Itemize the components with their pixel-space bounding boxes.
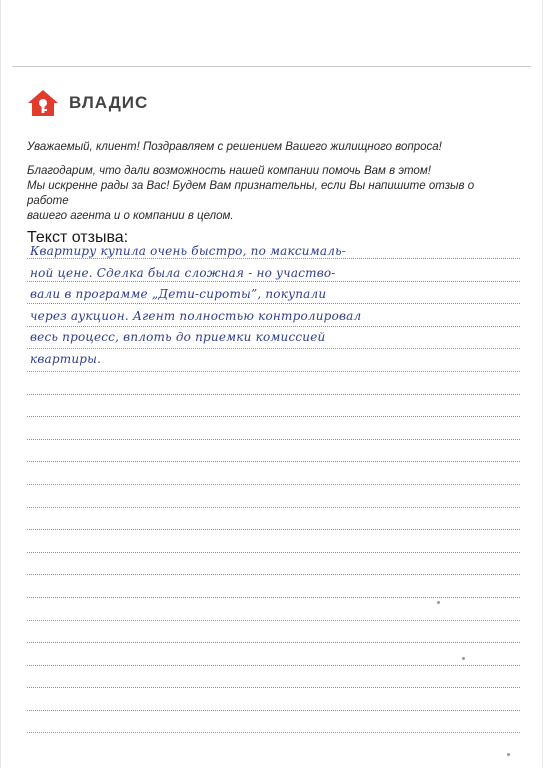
brand-name: ВЛАДИС	[69, 93, 149, 112]
handwritten-line: квартиры.	[30, 351, 102, 366]
ruled-line	[27, 597, 520, 598]
scan-speck	[507, 753, 510, 756]
ruled-line	[27, 710, 520, 711]
ruled-line	[27, 461, 520, 462]
ruled-line	[27, 732, 520, 733]
ruled-line	[27, 665, 520, 666]
top-divider	[12, 66, 531, 67]
review-title: Текст отзыва:	[27, 229, 129, 246]
thanks-text-3: вашего агента и о компании в целом.	[27, 210, 234, 222]
thanks-text-1: Благодарим, что дали возможность нашей компании помочь Вам в этом!	[27, 165, 431, 177]
house-key-icon	[27, 89, 59, 117]
ruled-line	[27, 371, 520, 372]
brand-logo	[27, 89, 148, 117]
ruled-line	[27, 620, 520, 621]
handwritten-line: через аукцион. Агент полностью контролировал	[30, 308, 362, 323]
scan-speck	[462, 657, 465, 660]
thanks-text-2: Мы искренне рады за Вас! Будем Вам признательны, если Вы напишите отзыв о работе	[27, 180, 475, 207]
handwritten-line: вали в программе „Дети-сироты”, покупали	[30, 287, 327, 302]
handwritten-line: ной цене. Сделка была сложная - но участво-	[30, 265, 336, 280]
ruled-line	[27, 642, 520, 643]
scan-speck	[437, 601, 440, 604]
ruled-line	[27, 439, 520, 440]
handwritten-line: весь процесс, вплоть до приемки комиссией	[30, 330, 326, 345]
ruled-line	[27, 687, 520, 688]
ruled-line	[27, 574, 520, 575]
ruled-line	[27, 529, 520, 530]
intro-text	[27, 140, 517, 224]
handwritten-review	[30, 241, 525, 371]
handwritten-line: Квартиру купила очень быстро, по максималь-	[30, 244, 347, 258]
greeting-text: Уважаемый, клиент! Поздравляем с решением Вашего жилищного вопроса!	[27, 141, 442, 153]
ruled-line	[27, 416, 520, 417]
ruled-line	[27, 394, 520, 395]
ruled-line	[27, 507, 520, 508]
ruled-line	[27, 552, 520, 553]
ruled-line	[27, 484, 520, 485]
